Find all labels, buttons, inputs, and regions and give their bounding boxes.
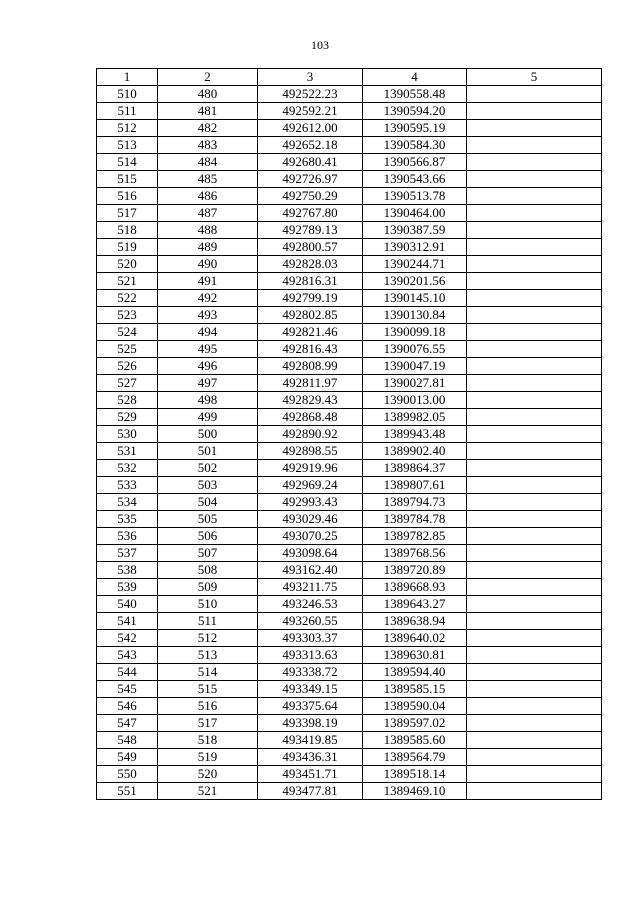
page-number: 103 — [311, 38, 329, 52]
table-cell: 493419.85 — [258, 732, 363, 749]
table-cell: 541 — [97, 613, 158, 630]
table-cell — [467, 392, 602, 409]
column-header: 4 — [363, 69, 467, 86]
table-cell: 492816.43 — [258, 341, 363, 358]
table-cell: 493477.81 — [258, 783, 363, 800]
table-cell: 519 — [97, 239, 158, 256]
table-cell — [467, 698, 602, 715]
table-cell — [467, 222, 602, 239]
table-cell: 492592.21 — [258, 103, 363, 120]
table-cell: 500 — [158, 426, 258, 443]
table-cell: 493029.46 — [258, 511, 363, 528]
table-cell: 503 — [158, 477, 258, 494]
table-cell: 1389640.02 — [363, 630, 467, 647]
table-cell: 1390464.00 — [363, 205, 467, 222]
table-cell: 492802.85 — [258, 307, 363, 324]
table-cell: 1389720.89 — [363, 562, 467, 579]
table-cell: 492811.97 — [258, 375, 363, 392]
table-cell: 1389864.37 — [363, 460, 467, 477]
table-cell: 517 — [97, 205, 158, 222]
table-cell: 512 — [158, 630, 258, 647]
table-cell: 480 — [158, 86, 258, 103]
table-cell — [467, 579, 602, 596]
table-cell: 525 — [97, 341, 158, 358]
table-cell — [467, 273, 602, 290]
table-cell — [467, 86, 602, 103]
table-row — [97, 749, 602, 766]
table-cell — [467, 732, 602, 749]
table-row — [97, 358, 602, 375]
table-cell: 481 — [158, 103, 258, 120]
table-cell: 1390130.84 — [363, 307, 467, 324]
table-cell — [467, 188, 602, 205]
column-header: 5 — [467, 69, 602, 86]
table-row — [97, 732, 602, 749]
table-row — [97, 256, 602, 273]
table-cell: 493436.31 — [258, 749, 363, 766]
table-cell: 1390594.20 — [363, 103, 467, 120]
table-cell: 488 — [158, 222, 258, 239]
table-cell: 486 — [158, 188, 258, 205]
table-cell: 1390595.19 — [363, 120, 467, 137]
table-row — [97, 154, 602, 171]
table-row — [97, 409, 602, 426]
table-cell: 515 — [158, 681, 258, 698]
table-cell — [467, 749, 602, 766]
table-cell: 492868.48 — [258, 409, 363, 426]
table-row — [97, 290, 602, 307]
table-row — [97, 205, 602, 222]
table-cell: 1389564.79 — [363, 749, 467, 766]
table-cell: 1389943.48 — [363, 426, 467, 443]
table-cell: 521 — [158, 783, 258, 800]
table-cell — [467, 103, 602, 120]
table-cell — [467, 664, 602, 681]
table-row — [97, 528, 602, 545]
column-header: 1 — [97, 69, 158, 86]
table-cell: 544 — [97, 664, 158, 681]
table-cell: 492829.43 — [258, 392, 363, 409]
table-cell: 533 — [97, 477, 158, 494]
table-cell: 1389807.61 — [363, 477, 467, 494]
table-cell — [467, 426, 602, 443]
table-cell: 1389638.94 — [363, 613, 467, 630]
table-cell — [467, 239, 602, 256]
table-cell: 499 — [158, 409, 258, 426]
table-cell: 511 — [97, 103, 158, 120]
table-cell: 508 — [158, 562, 258, 579]
table-cell: 492680.41 — [258, 154, 363, 171]
table-cell: 493211.75 — [258, 579, 363, 596]
table-cell — [467, 256, 602, 273]
table-row — [97, 596, 602, 613]
column-header: 3 — [258, 69, 363, 86]
table-cell: 493349.15 — [258, 681, 363, 698]
table-row — [97, 783, 602, 800]
table-cell: 492750.29 — [258, 188, 363, 205]
table-cell: 530 — [97, 426, 158, 443]
table-cell: 492808.99 — [258, 358, 363, 375]
table-row — [97, 426, 602, 443]
table-header — [97, 69, 602, 86]
table-cell: 548 — [97, 732, 158, 749]
table-row — [97, 630, 602, 647]
table-cell: 522 — [97, 290, 158, 307]
table-cell: 482 — [158, 120, 258, 137]
table-cell: 532 — [97, 460, 158, 477]
table-cell: 509 — [158, 579, 258, 596]
table-row — [97, 715, 602, 732]
table-cell: 515 — [97, 171, 158, 188]
table-cell: 1389594.40 — [363, 664, 467, 681]
table-cell — [467, 511, 602, 528]
table-cell: 547 — [97, 715, 158, 732]
table-cell: 498 — [158, 392, 258, 409]
table-row — [97, 477, 602, 494]
table-cell — [467, 341, 602, 358]
table-cell: 1389597.02 — [363, 715, 467, 732]
table-cell: 513 — [158, 647, 258, 664]
table-cell: 1390201.56 — [363, 273, 467, 290]
table-cell — [467, 171, 602, 188]
table-cell — [467, 715, 602, 732]
table-cell: 1390312.91 — [363, 239, 467, 256]
table-row — [97, 494, 602, 511]
table-cell — [467, 409, 602, 426]
table-row — [97, 188, 602, 205]
table-cell: 495 — [158, 341, 258, 358]
table-cell: 527 — [97, 375, 158, 392]
table-cell: 1390076.55 — [363, 341, 467, 358]
table-cell: 492890.92 — [258, 426, 363, 443]
table-cell: 516 — [97, 188, 158, 205]
table-row — [97, 222, 602, 239]
table-cell: 492993.43 — [258, 494, 363, 511]
table-cell — [467, 783, 602, 800]
table-row — [97, 698, 602, 715]
table-cell: 492821.46 — [258, 324, 363, 341]
table-row — [97, 273, 602, 290]
table-cell: 518 — [97, 222, 158, 239]
table-cell: 502 — [158, 460, 258, 477]
table-row — [97, 86, 602, 103]
table-cell — [467, 443, 602, 460]
table-cell: 504 — [158, 494, 258, 511]
table-cell — [467, 205, 602, 222]
table-cell: 510 — [158, 596, 258, 613]
table-cell — [467, 290, 602, 307]
table-cell: 492919.96 — [258, 460, 363, 477]
table-cell: 510 — [97, 86, 158, 103]
table-cell: 496 — [158, 358, 258, 375]
table-cell: 1389469.10 — [363, 783, 467, 800]
table-cell — [467, 460, 602, 477]
table-cell — [467, 137, 602, 154]
table-cell — [467, 647, 602, 664]
table-cell: 537 — [97, 545, 158, 562]
table-cell: 493375.64 — [258, 698, 363, 715]
table-cell: 494 — [158, 324, 258, 341]
table-cell — [467, 154, 602, 171]
table-cell: 1390244.71 — [363, 256, 467, 273]
table-cell: 493098.64 — [258, 545, 363, 562]
table-row — [97, 341, 602, 358]
table-cell: 490 — [158, 256, 258, 273]
table-row — [97, 579, 602, 596]
table-cell: 493303.37 — [258, 630, 363, 647]
table-cell: 514 — [97, 154, 158, 171]
table-cell: 493313.63 — [258, 647, 363, 664]
table-row — [97, 171, 602, 188]
table-cell: 1389585.15 — [363, 681, 467, 698]
table-cell — [467, 477, 602, 494]
table-cell: 516 — [158, 698, 258, 715]
table-cell — [467, 120, 602, 137]
table-cell: 1390543.66 — [363, 171, 467, 188]
table-cell: 519 — [158, 749, 258, 766]
table-row — [97, 392, 602, 409]
table-row — [97, 375, 602, 392]
table-cell: 520 — [97, 256, 158, 273]
table-cell: 505 — [158, 511, 258, 528]
table-cell: 520 — [158, 766, 258, 783]
table-row — [97, 613, 602, 630]
table-cell: 549 — [97, 749, 158, 766]
table-cell: 514 — [158, 664, 258, 681]
table-cell: 513 — [97, 137, 158, 154]
table-cell: 551 — [97, 783, 158, 800]
table-cell: 506 — [158, 528, 258, 545]
table-cell: 542 — [97, 630, 158, 647]
table-cell — [467, 613, 602, 630]
table-cell: 493 — [158, 307, 258, 324]
table-cell — [467, 596, 602, 613]
table-cell: 483 — [158, 137, 258, 154]
table-cell: 511 — [158, 613, 258, 630]
table-cell: 1389902.40 — [363, 443, 467, 460]
table-cell: 1389585.60 — [363, 732, 467, 749]
table-cell — [467, 528, 602, 545]
table-cell: 526 — [97, 358, 158, 375]
table-cell: 545 — [97, 681, 158, 698]
table-cell: 1390513.78 — [363, 188, 467, 205]
table-cell: 531 — [97, 443, 158, 460]
table-cell — [467, 630, 602, 647]
table-cell — [467, 358, 602, 375]
table-cell: 492652.18 — [258, 137, 363, 154]
table-cell: 517 — [158, 715, 258, 732]
table-cell: 539 — [97, 579, 158, 596]
table-cell: 523 — [97, 307, 158, 324]
table-cell: 487 — [158, 205, 258, 222]
table-cell: 543 — [97, 647, 158, 664]
table-cell: 492816.31 — [258, 273, 363, 290]
table-row — [97, 647, 602, 664]
table-cell: 492 — [158, 290, 258, 307]
table-body — [97, 86, 602, 800]
table-row — [97, 307, 602, 324]
table-cell: 492898.55 — [258, 443, 363, 460]
table-cell: 1390145.10 — [363, 290, 467, 307]
table-cell: 1390099.18 — [363, 324, 467, 341]
table-cell: 1390566.87 — [363, 154, 467, 171]
table-cell: 492612.00 — [258, 120, 363, 137]
table-cell: 1390584.30 — [363, 137, 467, 154]
table-row — [97, 545, 602, 562]
table-cell: 492799.19 — [258, 290, 363, 307]
table-cell: 524 — [97, 324, 158, 341]
table-cell: 493246.53 — [258, 596, 363, 613]
table-cell: 484 — [158, 154, 258, 171]
table-cell — [467, 375, 602, 392]
table-cell — [467, 324, 602, 341]
table-row — [97, 324, 602, 341]
table-cell: 1389782.85 — [363, 528, 467, 545]
coordinates-table — [96, 68, 602, 800]
table-cell: 492522.23 — [258, 86, 363, 103]
table-cell: 1389768.56 — [363, 545, 467, 562]
table-cell: 1389982.05 — [363, 409, 467, 426]
table-row — [97, 120, 602, 137]
table-cell: 493338.72 — [258, 664, 363, 681]
table-row — [97, 239, 602, 256]
table-row — [97, 766, 602, 783]
table-cell: 528 — [97, 392, 158, 409]
table-cell: 1389518.14 — [363, 766, 467, 783]
table-cell: 1389630.81 — [363, 647, 467, 664]
table-cell: 540 — [97, 596, 158, 613]
table-cell: 1389590.04 — [363, 698, 467, 715]
table-cell: 492789.13 — [258, 222, 363, 239]
table-row — [97, 137, 602, 154]
column-header: 2 — [158, 69, 258, 86]
table-cell: 538 — [97, 562, 158, 579]
table-cell: 489 — [158, 239, 258, 256]
table-cell: 492726.97 — [258, 171, 363, 188]
table-cell: 507 — [158, 545, 258, 562]
table-cell: 521 — [97, 273, 158, 290]
table-cell — [467, 494, 602, 511]
table-cell: 1389794.73 — [363, 494, 467, 511]
table-cell: 485 — [158, 171, 258, 188]
table-cell: 497 — [158, 375, 258, 392]
table-cell: 491 — [158, 273, 258, 290]
table-cell: 536 — [97, 528, 158, 545]
table-cell — [467, 766, 602, 783]
table-cell: 518 — [158, 732, 258, 749]
table-cell: 534 — [97, 494, 158, 511]
table-cell: 492828.03 — [258, 256, 363, 273]
table-cell: 1390387.59 — [363, 222, 467, 239]
table-cell: 492767.80 — [258, 205, 363, 222]
table-cell: 512 — [97, 120, 158, 137]
table-cell: 1390027.81 — [363, 375, 467, 392]
table-cell: 546 — [97, 698, 158, 715]
table-row — [97, 511, 602, 528]
table-cell — [467, 545, 602, 562]
header-row — [97, 69, 602, 86]
table-cell: 493451.71 — [258, 766, 363, 783]
table-row — [97, 103, 602, 120]
table-cell: 550 — [97, 766, 158, 783]
table-cell: 1389784.78 — [363, 511, 467, 528]
table-row — [97, 443, 602, 460]
table-cell: 493162.40 — [258, 562, 363, 579]
table-cell: 492800.57 — [258, 239, 363, 256]
table-cell — [467, 562, 602, 579]
table-cell: 529 — [97, 409, 158, 426]
table-cell: 501 — [158, 443, 258, 460]
table-cell: 1390013.00 — [363, 392, 467, 409]
table-row — [97, 664, 602, 681]
table-cell: 1389668.93 — [363, 579, 467, 596]
table-cell: 492969.24 — [258, 477, 363, 494]
table-cell: 1390047.19 — [363, 358, 467, 375]
table-cell: 535 — [97, 511, 158, 528]
table-row — [97, 681, 602, 698]
table-cell — [467, 307, 602, 324]
table-cell — [467, 681, 602, 698]
table-cell: 1390558.48 — [363, 86, 467, 103]
table-row — [97, 562, 602, 579]
table-row — [97, 460, 602, 477]
table-cell: 493260.55 — [258, 613, 363, 630]
table-cell: 1389643.27 — [363, 596, 467, 613]
table-cell: 493398.19 — [258, 715, 363, 732]
table-cell: 493070.25 — [258, 528, 363, 545]
